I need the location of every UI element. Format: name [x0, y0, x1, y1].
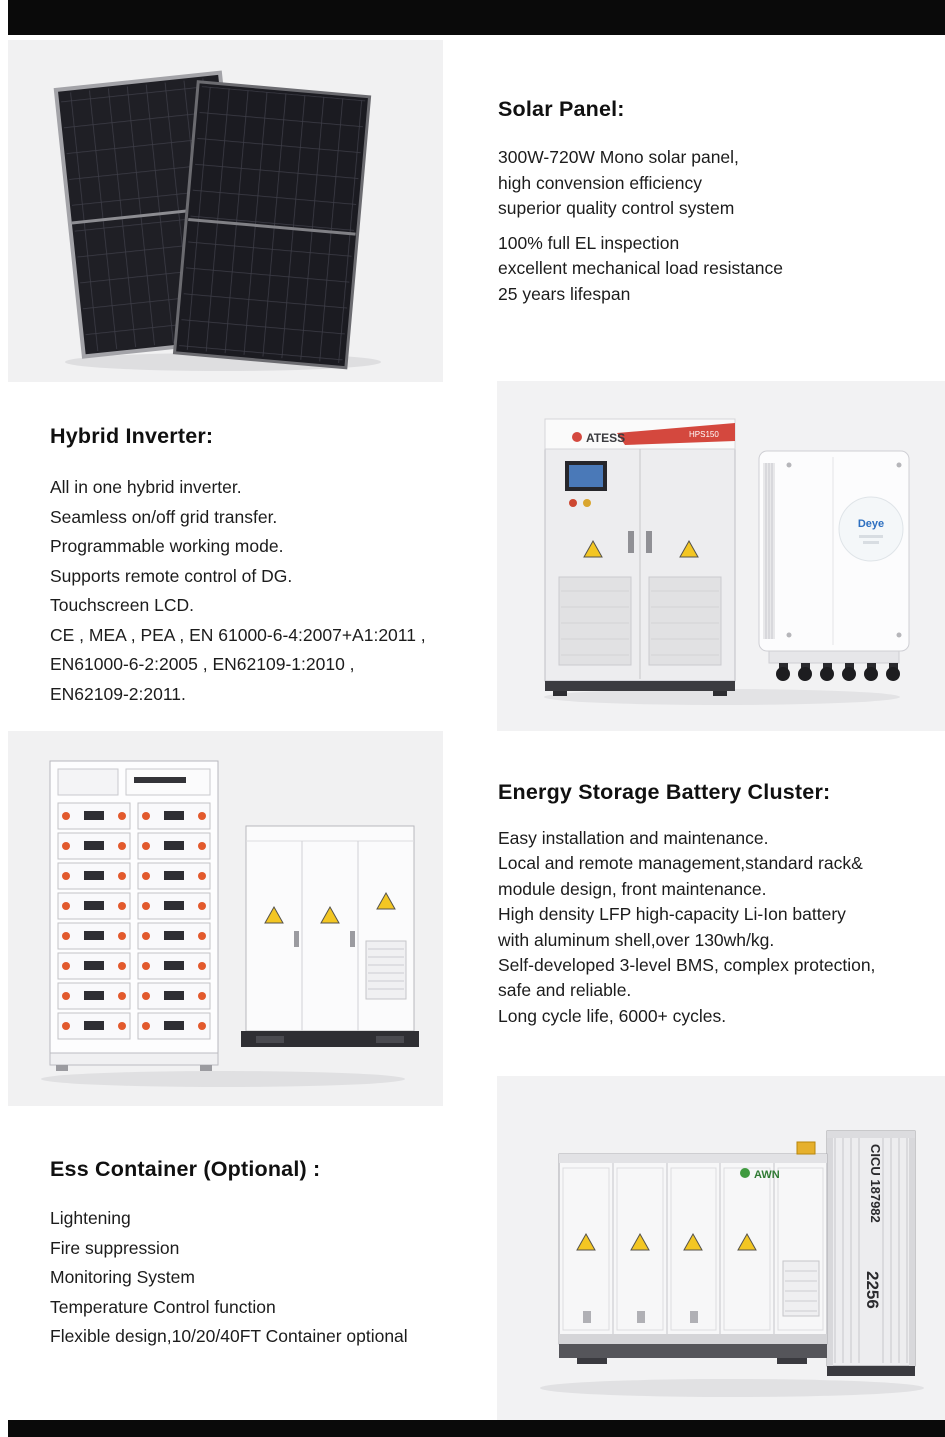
top-divider-bar [8, 0, 945, 35]
ess-container-title: Ess Container (Optional) : [50, 1157, 321, 1181]
bottom-divider-bar [8, 1420, 945, 1437]
feature-line: Long cycle life, 6000+ cycles. [498, 1005, 727, 1026]
feature-line: Monitoring System [50, 1267, 195, 1287]
wall-inverter [759, 451, 909, 681]
solar-panel-section [498, 97, 938, 307]
feature-line: module design, front maintenance. [498, 878, 767, 899]
feature-line: Touchscreen LCD. [50, 595, 194, 615]
door-handle [583, 1311, 591, 1323]
feature-line: Temperature Control function [50, 1296, 276, 1317]
feature-line: EN61000-6-2:2005 , EN62109-1:2010 , [50, 654, 355, 674]
brand-leaf-icon [740, 1168, 750, 1178]
solar-panel-front [175, 82, 370, 368]
container-end [827, 1131, 915, 1376]
door-handle [628, 531, 634, 553]
container-brand-label: AWN [754, 1169, 780, 1181]
feature-line: All in one hybrid inverter. [50, 477, 242, 497]
door-handle [294, 931, 299, 947]
inverter-brand-label: ATESS [586, 431, 626, 445]
solar-panel-image [8, 40, 443, 382]
container-code-top: CICU 187982 [868, 1144, 883, 1223]
wall-inverter-logo: Deye [857, 518, 885, 530]
feature-line: Seamless on/off grid transfer. [50, 506, 278, 527]
feature-line: 300W-720W Mono solar panel, [498, 147, 739, 167]
feature-line: Self-developed 3-level BMS, complex protection, [498, 955, 876, 976]
door-handle [690, 1311, 698, 1323]
feature-line: 25 years lifespan [498, 283, 631, 304]
door-handle [350, 931, 355, 947]
feature-line: Fire suppression [50, 1237, 180, 1258]
ess-container-image [497, 1076, 945, 1421]
cable-glands [776, 663, 900, 681]
battery-rack [50, 761, 218, 1071]
battery-cluster-image [8, 731, 443, 1106]
door-handle [637, 1311, 645, 1323]
inverter-model-label: HPS150 [689, 430, 719, 439]
feature-line: Lightening [50, 1208, 131, 1228]
feature-line: High density LFP high-capacity Li-Ion battery [498, 904, 846, 925]
feature-line: superior quality control system [498, 198, 735, 218]
hybrid-inverter-image [497, 381, 945, 731]
feature-line: Easy installation and maintenance. [498, 828, 769, 848]
ess-container-illustration [497, 1076, 945, 1421]
inverter-cabinet [545, 419, 735, 696]
hybrid-inverter-title: Hybrid Inverter: [50, 424, 214, 448]
stop-button [569, 499, 577, 507]
door-handle [646, 531, 652, 553]
feature-line: Supports remote control of DG. [50, 565, 293, 586]
feature-line: with aluminum shell,over 130wh/kg. [498, 929, 775, 950]
vent-grille [366, 941, 406, 999]
container-code-bottom: 2256 [863, 1271, 882, 1309]
feature-line: Local and remote management,standard rack& [498, 853, 863, 874]
vent-grille [783, 1261, 819, 1316]
feature-line: Flexible design,10/20/40FT Container optional [50, 1326, 408, 1346]
solar-panel-title: Solar Panel: [498, 97, 625, 121]
top-fixture [797, 1142, 815, 1154]
feature-line: high convension efficiency [498, 172, 702, 193]
start-button [583, 499, 591, 507]
battery-cabinet [241, 826, 419, 1047]
feature-line: excellent mechanical load resistance [498, 258, 784, 278]
brand-flame-icon [572, 432, 582, 442]
vent-grille [559, 577, 631, 665]
container-front [559, 1142, 827, 1364]
feature-line: EN62109-2:2011. [50, 683, 186, 704]
solar-panels-illustration [8, 40, 443, 382]
ess-container-section [50, 1157, 490, 1352]
hybrid-inverter-illustration [497, 381, 945, 731]
battery-cluster-title: Energy Storage Battery Cluster: [498, 780, 831, 804]
feature-line: 100% full EL inspection [498, 232, 680, 253]
feature-line: safe and reliable. [498, 980, 632, 1001]
battery-cluster-section [498, 780, 943, 1029]
feature-line: Programmable working mode. [50, 536, 284, 556]
hybrid-inverter-section [50, 424, 490, 709]
vent-grille [649, 577, 721, 665]
battery-cluster-illustration [8, 731, 443, 1106]
feature-line: CE , MEA , PEA , EN 61000-6-4:2007+A1:2011 , [50, 624, 426, 645]
